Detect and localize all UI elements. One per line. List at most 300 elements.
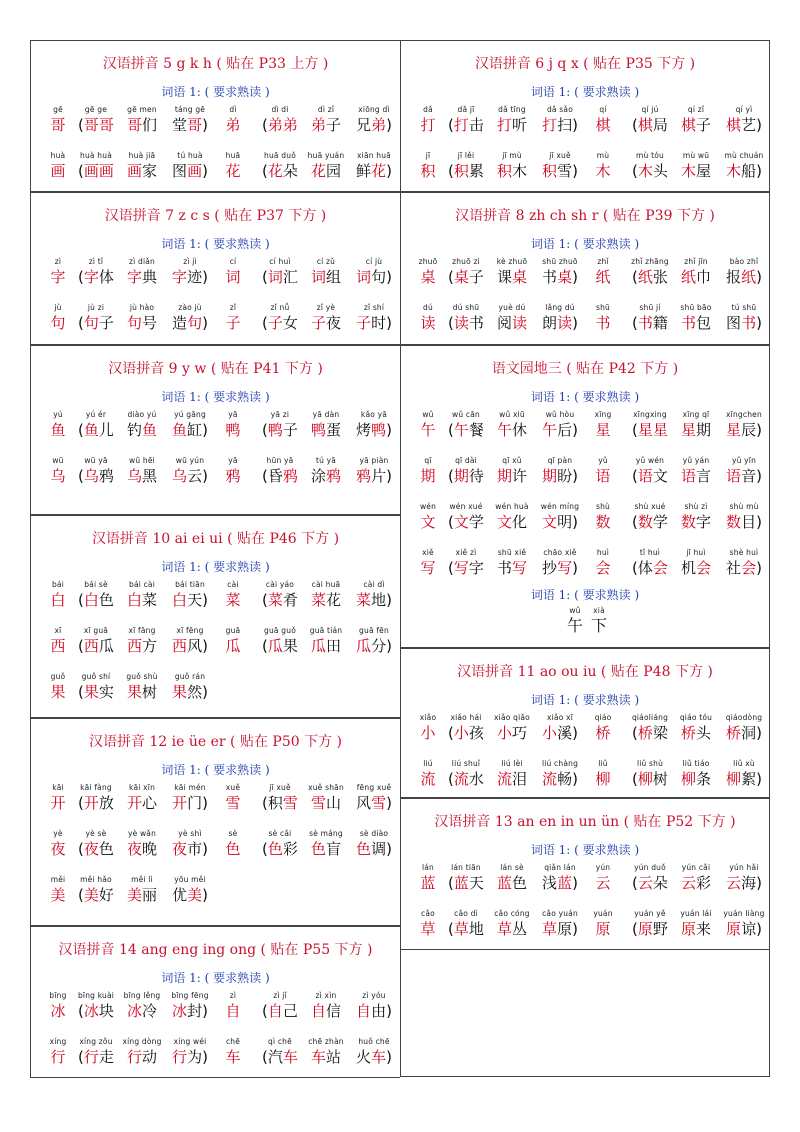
hanzi: 小: [420, 724, 436, 742]
pinyin: bào zhǐ: [729, 257, 759, 266]
hanzi: 鸭: [225, 421, 241, 439]
example-word: [257, 410, 303, 440]
example-word: [719, 909, 769, 939]
pinyin: gē: [53, 105, 63, 114]
hanzi: (花朵: [262, 162, 298, 180]
example-word: [535, 909, 585, 939]
hanzi: (打击: [448, 116, 484, 134]
pinyin: wǔ cān: [452, 410, 480, 419]
hanzi: 哥: [50, 116, 66, 134]
hanzi: 句: [50, 314, 66, 332]
card-pinyin-13: [400, 798, 770, 950]
hanzi: 字迹): [172, 268, 208, 286]
pinyin: xīng: [594, 410, 612, 419]
hanzi: 行动: [126, 1048, 158, 1066]
pinyin: bīng fēng: [171, 991, 209, 1000]
pinyin: mù tóu: [636, 151, 664, 160]
word-row: [401, 713, 769, 751]
pinyin: cǎo dì: [454, 909, 478, 918]
example-word: [119, 105, 165, 135]
example-word: [119, 151, 165, 181]
pinyin: yā: [228, 410, 238, 419]
pinyin: qí zǐ: [687, 105, 705, 114]
hanzi: 鸦片): [356, 467, 392, 485]
example-word: [489, 863, 535, 893]
pinyin: xíng dòng: [122, 1037, 162, 1046]
pinyin: dǎ: [423, 105, 433, 114]
pinyin: zhǐ: [597, 257, 609, 266]
pinyin: sè diào: [359, 829, 389, 838]
hanzi: 社会): [726, 559, 762, 577]
hanzi: 自由): [356, 1002, 392, 1020]
hanzi: 车: [225, 1048, 241, 1066]
target-character: [220, 456, 246, 486]
card-pinyin-10: [30, 515, 400, 718]
hanzi: (写字: [448, 559, 484, 577]
hanzi: 鸦: [225, 467, 241, 485]
example-word: [535, 548, 585, 578]
hanzi: 写: [420, 559, 436, 577]
hanzi: 打扫): [542, 116, 578, 134]
word-row: [401, 303, 769, 341]
hanzi: (书籍: [632, 314, 668, 332]
hanzi: 书包: [680, 314, 712, 332]
word-row: [31, 991, 400, 1029]
pinyin: tú huà: [177, 151, 203, 160]
target-character: [45, 829, 71, 859]
pinyin: tú yā: [315, 456, 337, 465]
pinyin: lǎng dú: [545, 303, 575, 312]
pinyin: yún cǎi: [681, 863, 711, 872]
example-word: [443, 410, 489, 440]
hanzi: 画: [50, 162, 66, 180]
word-row: [401, 502, 769, 540]
target-character: [220, 626, 246, 656]
pinyin: xíng wéi: [173, 1037, 207, 1046]
example-word: [73, 580, 119, 610]
pinyin: yú gāng: [174, 410, 206, 419]
target-character: [415, 257, 441, 287]
example-word: [673, 303, 719, 333]
target-character: [45, 626, 71, 656]
example-word: [73, 672, 119, 702]
hanzi: 菜: [225, 591, 241, 609]
pinyin: lán: [421, 863, 435, 872]
hanzi: 图书): [726, 314, 762, 332]
pinyin: yōu měi: [174, 875, 206, 884]
hanzi: 白: [50, 591, 66, 609]
hanzi: 阅读: [496, 314, 528, 332]
pinyin: cí jù: [365, 257, 383, 266]
word-row: [31, 303, 400, 341]
example-word: [443, 502, 489, 532]
hanzi: (冰块: [78, 1002, 114, 1020]
pinyin: měi lì: [131, 875, 153, 884]
pinyin: yuán lái: [680, 909, 712, 918]
hanzi: 色盲: [310, 840, 342, 858]
pinyin: yǔ yán: [682, 456, 710, 465]
pinyin: zhǐ jīn: [684, 257, 708, 266]
hanzi: 流畅): [542, 770, 578, 788]
extra-words: [401, 606, 769, 640]
hanzi: 开心: [126, 794, 158, 812]
pinyin: shū bāo: [680, 303, 712, 312]
hanzi: (行走: [78, 1048, 114, 1066]
example-word: [349, 410, 399, 440]
hanzi: (画画: [78, 162, 114, 180]
pinyin: liǔ tiáo: [682, 759, 710, 768]
hanzi: 冰封): [172, 1002, 208, 1020]
hanzi: 午: [420, 421, 436, 439]
pinyin: cǎo cóng: [494, 909, 530, 918]
pinyin: xiǎo qiǎo: [494, 713, 530, 722]
hanzi: 会: [595, 559, 611, 577]
example-word: [165, 410, 215, 440]
pinyin: qiáo: [594, 713, 612, 722]
pinyin: dì zǐ: [317, 105, 335, 114]
card-title: 汉语拼音 11 ao ou iu ( 贴在 P48 下方 ): [457, 664, 713, 680]
pinyin: xīngxing: [633, 410, 667, 419]
pinyin: guā guǒ: [264, 626, 296, 635]
pinyin: bái: [51, 580, 65, 589]
target-character: [590, 303, 616, 333]
pinyin: kè zhuō: [496, 257, 528, 266]
example-word: [673, 257, 719, 287]
pinyin: guǒ: [50, 672, 66, 681]
pinyin: wū yā: [84, 456, 108, 465]
pinyin: cǎo: [421, 909, 435, 918]
hanzi: 自: [225, 1002, 241, 1020]
card-pinyin-7: [30, 192, 400, 345]
hanzi: 造句): [172, 314, 208, 332]
pinyin: kāi: [52, 783, 64, 792]
pinyin: zì: [54, 257, 62, 266]
hanzi: 美: [50, 886, 66, 904]
pinyin: yú ér: [85, 410, 107, 419]
pinyin: dú: [423, 303, 433, 312]
pinyin: zhuō zi: [452, 257, 480, 266]
example-word: [73, 410, 119, 440]
pinyin: jī lěi: [457, 151, 475, 160]
example-word: [627, 456, 673, 486]
example-word: [673, 909, 719, 939]
target-character: [415, 759, 441, 789]
pinyin: tǐ huì: [639, 548, 661, 557]
example-word: [303, 991, 349, 1021]
hanzi: 火车): [356, 1048, 392, 1066]
target-character: [45, 991, 71, 1021]
pinyin: shū xiě: [497, 548, 527, 557]
hanzi: (期待: [448, 467, 484, 485]
hanzi: 木: [595, 162, 611, 180]
example-word: [165, 151, 215, 181]
hanzi: 鱼缸): [172, 421, 208, 439]
example-word: [535, 410, 585, 440]
card-pinyin-12: [30, 718, 400, 926]
example-word: [443, 257, 489, 287]
pinyin: jù: [54, 303, 62, 312]
hanzi: 乌黑: [126, 467, 158, 485]
example-word: [119, 580, 165, 610]
pinyin: zhǐ zhāng: [631, 257, 669, 266]
hanzi: 课桌: [496, 268, 528, 286]
example-word: [257, 1037, 303, 1067]
pinyin: yǔ: [598, 456, 608, 465]
hanzi: (星星: [632, 421, 668, 439]
example-word: [673, 502, 719, 532]
pinyin: wǔ xiū: [499, 410, 525, 419]
target-character: [45, 410, 71, 440]
hanzi: 色: [225, 840, 241, 858]
example-word: [257, 303, 303, 333]
example-word: [119, 410, 165, 440]
pinyin: bīng lěng: [123, 991, 161, 1000]
pinyin: guǒ rán: [174, 672, 206, 681]
pinyin: xī: [54, 626, 62, 635]
pinyin: mù chuán: [724, 151, 764, 160]
target-character: [590, 502, 616, 532]
hanzi: 纸巾: [680, 268, 712, 286]
pinyin: shù mù: [729, 502, 759, 511]
example-word: [257, 257, 303, 287]
pinyin: qì chē: [268, 1037, 292, 1046]
hanzi: 蓝: [420, 874, 436, 892]
card-title: 汉语拼音 6 j q x ( 贴在 P35 下方 ): [474, 56, 696, 72]
example-word: [165, 303, 215, 333]
hanzi: 下: [590, 616, 607, 635]
target-character: [45, 105, 71, 135]
pinyin: bái tiān: [175, 580, 205, 589]
word-row: [31, 410, 400, 448]
example-word: [627, 909, 673, 939]
example-word: [303, 1037, 349, 1067]
target-character: [220, 410, 246, 440]
pinyin: diào yú: [127, 410, 157, 419]
example-word: [165, 456, 215, 486]
card-subtitle: 词语 1: ( 要求熟读 ): [530, 843, 640, 857]
hanzi: 词: [225, 268, 241, 286]
target-character: [590, 548, 616, 578]
pinyin: zì xìn: [315, 991, 337, 1000]
word-row: [31, 257, 400, 295]
pinyin: yuè dú: [498, 303, 526, 312]
pinyin: yā dàn: [312, 410, 340, 419]
example-word: [489, 713, 535, 743]
card-pinyin-8: [400, 192, 770, 345]
pinyin: cǎo yuán: [542, 909, 578, 918]
pinyin: guǒ shí: [81, 672, 111, 681]
hanzi: (西瓜: [78, 637, 114, 655]
card-title: 汉语拼音 9 y w ( 贴在 P41 下方 ): [108, 361, 323, 377]
pinyin: liú lèi: [501, 759, 523, 768]
hanzi: 白菜: [126, 591, 158, 609]
hanzi: 期盼): [542, 467, 578, 485]
hanzi: 优美): [172, 886, 208, 904]
hanzi: 云海): [726, 874, 762, 892]
hanzi: (原野: [632, 920, 668, 938]
hanzi: 书: [595, 314, 611, 332]
example-word: [673, 548, 719, 578]
card-subtitle: 词语 1: ( 要求熟读 ): [161, 237, 270, 251]
hanzi: 棋子: [680, 116, 712, 134]
example-word: [719, 105, 769, 135]
pinyin: xià: [593, 606, 605, 615]
example-word: [73, 456, 119, 486]
pinyin: zǐ shí: [363, 303, 385, 312]
hanzi: 西方: [126, 637, 158, 655]
pinyin: bīng kuài: [77, 991, 115, 1000]
example-word: [303, 456, 349, 486]
target-character: [590, 759, 616, 789]
hanzi: 花园: [310, 162, 342, 180]
example-word: [303, 783, 349, 813]
word-row: [31, 1037, 400, 1075]
word-row: [401, 105, 769, 143]
example-word: [165, 829, 215, 859]
example-word: [719, 548, 769, 578]
pinyin: qiáoliáng: [631, 713, 669, 722]
example-word: [489, 456, 535, 486]
word-row: [401, 151, 769, 189]
example-word: [719, 713, 769, 743]
hanzi: (纸张: [632, 268, 668, 286]
example-word: [349, 456, 399, 486]
hanzi: 乌云): [172, 467, 208, 485]
example-word: [119, 456, 165, 486]
pinyin: zhuō: [418, 257, 438, 266]
pinyin: huā duǒ: [264, 151, 296, 160]
example-word: [165, 580, 215, 610]
pinyin: mù wū: [682, 151, 710, 160]
hanzi: 抄写): [542, 559, 578, 577]
example-word: [673, 863, 719, 893]
target-character: [220, 829, 246, 859]
example-word: [165, 257, 215, 287]
example-word: [303, 580, 349, 610]
hanzi: 桥头: [680, 724, 712, 742]
hanzi: 浅蓝): [542, 874, 578, 892]
pinyin: gē ge: [84, 105, 108, 114]
pinyin: yún hǎi: [729, 863, 759, 872]
pinyin: wǔ hòu: [545, 410, 575, 419]
example-word: [535, 257, 585, 287]
pinyin: zǐ: [229, 303, 237, 312]
hanzi: (体会: [632, 559, 668, 577]
pinyin: jī huì: [686, 548, 706, 557]
pinyin: kǎo yā: [360, 410, 388, 419]
word-row: [31, 151, 400, 189]
target-character: [220, 1037, 246, 1067]
hanzi: 瓜田: [310, 637, 342, 655]
hanzi: 词组: [310, 268, 342, 286]
example-word: [627, 410, 673, 440]
word-row: [401, 759, 769, 797]
example-word: [443, 105, 489, 135]
target-character: [45, 257, 71, 287]
hanzi: 鲜花): [356, 162, 392, 180]
example-word: [719, 151, 769, 181]
target-character: [415, 105, 441, 135]
example-word: [535, 863, 585, 893]
example-word: [489, 909, 535, 939]
hanzi: (色彩: [262, 840, 298, 858]
pinyin: xiōng dì: [358, 105, 390, 114]
hanzi: 文: [420, 513, 436, 531]
example-word: [73, 1037, 119, 1067]
example-word: [443, 713, 489, 743]
pinyin: měi hǎo: [80, 875, 112, 884]
hanzi: (字体: [78, 268, 114, 286]
pinyin: bái cài: [128, 580, 156, 589]
pinyin: shū jí: [639, 303, 661, 312]
word-row: [401, 909, 769, 947]
example-word: [535, 303, 585, 333]
example-word: [303, 105, 349, 135]
pinyin: yǔ wén: [635, 456, 665, 465]
hanzi: 报纸): [726, 268, 762, 286]
hanzi: (菜肴: [262, 591, 298, 609]
hanzi: 西: [50, 637, 66, 655]
example-word: [627, 303, 673, 333]
hanzi: 白天): [172, 591, 208, 609]
hanzi: 菜花: [310, 591, 342, 609]
pinyin: liú chàng: [541, 759, 579, 768]
card-pinyin-11: [400, 648, 770, 798]
hanzi: 兄弟): [356, 116, 392, 134]
example-word: [303, 257, 349, 287]
pinyin: sè cǎi: [268, 829, 292, 838]
pinyin: xīng qī: [682, 410, 710, 419]
hanzi: 书写: [496, 559, 528, 577]
hanzi: (鱼儿: [78, 421, 114, 439]
pinyin: liǔ: [598, 759, 608, 768]
example-word: [73, 151, 119, 181]
hanzi: 句号: [126, 314, 158, 332]
target-character: [590, 863, 616, 893]
example-word: [165, 1037, 215, 1067]
hanzi: 草: [420, 920, 436, 938]
hanzi: (桥梁: [632, 724, 668, 742]
target-character: [415, 303, 441, 333]
target-character: [590, 456, 616, 486]
card-subtitle: 词语 1: ( 要求熟读 ): [161, 560, 270, 574]
pinyin: wén míng: [540, 502, 580, 511]
hanzi: (语文: [632, 467, 668, 485]
hanzi: 午: [566, 616, 583, 635]
card-pinyin-9: [30, 345, 400, 515]
target-character: [415, 502, 441, 532]
example-word: [349, 105, 399, 135]
example-word: [535, 713, 585, 743]
hanzi: 原谅): [726, 920, 762, 938]
hanzi: 读: [420, 314, 436, 332]
hanzi: 书桌): [542, 268, 578, 286]
hanzi: 纸: [595, 268, 611, 286]
card-pinyin-6: [400, 40, 770, 192]
target-character: [45, 456, 71, 486]
example-word: [73, 991, 119, 1021]
pinyin: sè: [228, 829, 238, 838]
hanzi: 打听: [496, 116, 528, 134]
hanzi: 云: [595, 874, 611, 892]
example-word: [489, 303, 535, 333]
example-word: [489, 759, 535, 789]
hanzi: (子女: [262, 314, 298, 332]
extra-char-xia: [587, 606, 611, 636]
hanzi: 瓜: [225, 637, 241, 655]
hanzi: 色调): [356, 840, 392, 858]
target-character: [590, 105, 616, 135]
